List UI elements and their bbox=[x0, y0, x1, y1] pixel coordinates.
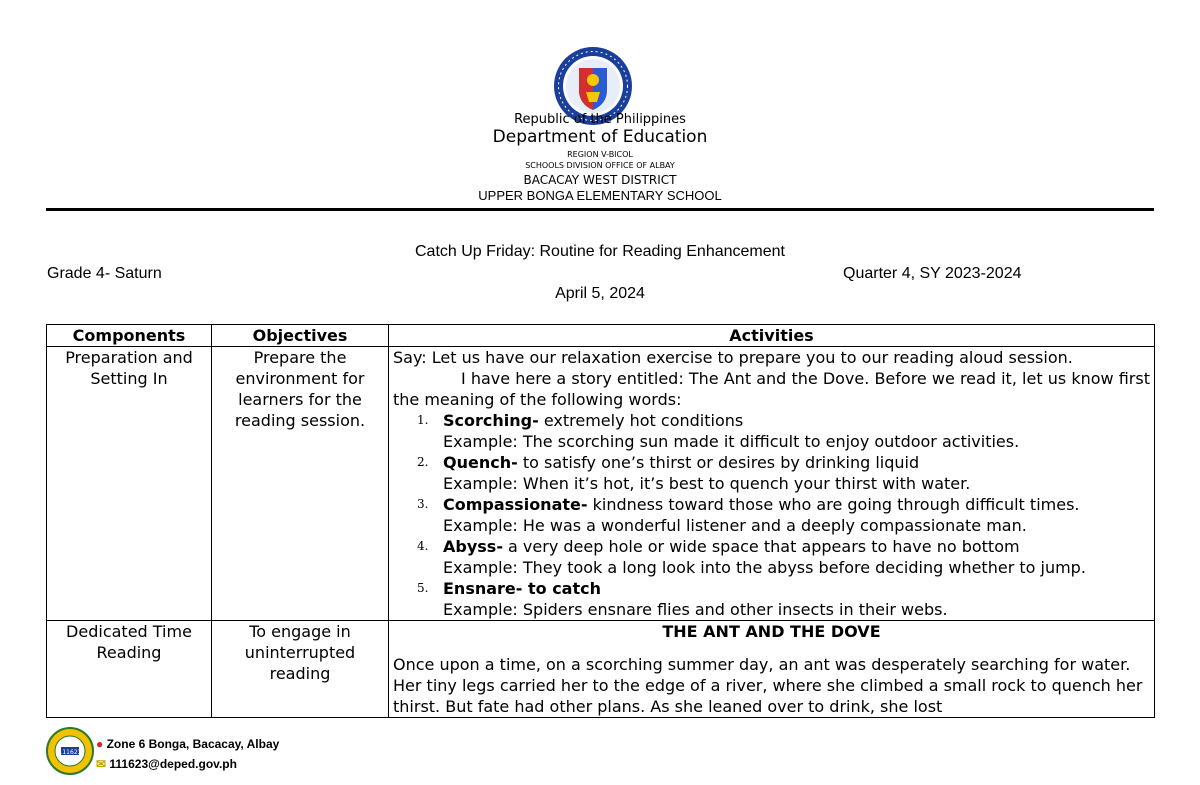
table-row bbox=[47, 347, 1155, 621]
objective-cell: Prepare the environment for learners for the reading session. bbox=[212, 347, 389, 621]
activities-cell bbox=[389, 347, 1155, 621]
location-pin-icon: ● bbox=[96, 737, 104, 751]
quarter-year: Quarter 4, SY 2023-2024 bbox=[843, 265, 1022, 282]
story-text: Once upon a time, on a scorching summer day, an ant was desperately searching for water. Her tiny legs carried her to the edge of a river, where she climbed a small rock to quench her thirst. But fate had other plans. As she leaned over to drink, she lost bbox=[393, 655, 1143, 716]
component-cell: Preparation and Setting In bbox=[47, 347, 212, 621]
list-number: 1. bbox=[417, 413, 429, 427]
vocab-example: Example: Spiders ensnare flies and other insects in their webs. bbox=[443, 600, 948, 619]
objective-cell: To engage in uninterrupted reading bbox=[212, 621, 389, 718]
vocab-definition: to satisfy one’s thirst or desires by drinking liquid bbox=[517, 453, 920, 472]
list-item bbox=[393, 536, 1150, 578]
region-line: REGION V-BICOL bbox=[567, 150, 633, 159]
header-components: Components bbox=[47, 325, 212, 347]
mail-icon: ✉ bbox=[96, 757, 107, 771]
document-title: Catch Up Friday: Routine for Reading Enhancement bbox=[415, 243, 785, 260]
header-activities: Activities bbox=[389, 325, 1155, 347]
header-divider bbox=[46, 208, 1154, 211]
email-text: 111623@deped.gov.ph bbox=[109, 757, 237, 771]
school-line: UPPER BONGA ELEMENTARY SCHOOL bbox=[478, 188, 722, 203]
vocab-definition: a very deep hole or wide space that appears to have no bottom bbox=[502, 537, 1020, 556]
table-row bbox=[47, 621, 1155, 718]
story-title: THE ANT AND THE DOVE bbox=[662, 622, 881, 641]
list-item bbox=[393, 452, 1150, 494]
address-text: Zone 6 Bonga, Bacacay, Albay bbox=[106, 737, 280, 751]
division-line: SCHOOLS DIVISION OFFICE OF ALBAY bbox=[525, 161, 675, 170]
lesson-plan-table bbox=[46, 324, 1155, 718]
department-line: Department of Education bbox=[492, 127, 708, 147]
vocab-word: Scorching- bbox=[443, 411, 539, 430]
vocab-word: Ensnare- to catch bbox=[443, 579, 601, 598]
vocab-example: Example: The scorching sun made it difficult to enjoy outdoor activities. bbox=[443, 432, 1020, 451]
vocab-word: Abyss- bbox=[443, 537, 503, 556]
component-cell: Dedicated Time Reading bbox=[47, 621, 212, 718]
grade-section: Grade 4- Saturn bbox=[47, 265, 162, 282]
republic-line: Republic of the Philippines bbox=[514, 112, 686, 127]
list-number: 5. bbox=[417, 581, 429, 595]
footer-email bbox=[96, 757, 237, 771]
intro-text: I have here a story entitled: The Ant and the Dove. Before we read it, let us know first the meaning of the following words: bbox=[393, 369, 1150, 409]
footer-address bbox=[96, 737, 279, 751]
vocab-word: Compassionate- bbox=[443, 495, 588, 514]
table-header-row bbox=[47, 325, 1155, 347]
school-logo-icon bbox=[46, 727, 94, 775]
vocab-example: Example: He was a wonderful listener and a deeply compassionate man. bbox=[443, 516, 1027, 535]
vocab-definition: extremely hot conditions bbox=[538, 411, 744, 430]
list-number: 4. bbox=[417, 539, 429, 553]
logo-text: 111623 bbox=[58, 749, 82, 756]
document-date: April 5, 2024 bbox=[555, 285, 645, 302]
vocabulary-list bbox=[393, 410, 1150, 620]
list-number: 3. bbox=[417, 497, 429, 511]
say-text: Say: Let us have our relaxation exercise to prepare you to our reading aloud session. bbox=[393, 348, 1073, 367]
list-item bbox=[393, 494, 1150, 536]
district-line: BACACAY WEST DISTRICT bbox=[523, 173, 677, 187]
vocab-word: Quench- bbox=[443, 453, 518, 472]
header-objectives: Objectives bbox=[212, 325, 389, 347]
list-item bbox=[393, 578, 1150, 620]
list-item bbox=[393, 410, 1150, 452]
vocab-example: Example: When it’s hot, it’s best to quench your thirst with water. bbox=[443, 474, 971, 493]
list-number: 2. bbox=[417, 455, 429, 469]
activities-cell bbox=[389, 621, 1155, 718]
vocab-example: Example: They took a long look into the abyss before deciding whether to jump. bbox=[443, 558, 1086, 577]
vocab-definition: kindness toward those who are going through difficult times. bbox=[587, 495, 1080, 514]
